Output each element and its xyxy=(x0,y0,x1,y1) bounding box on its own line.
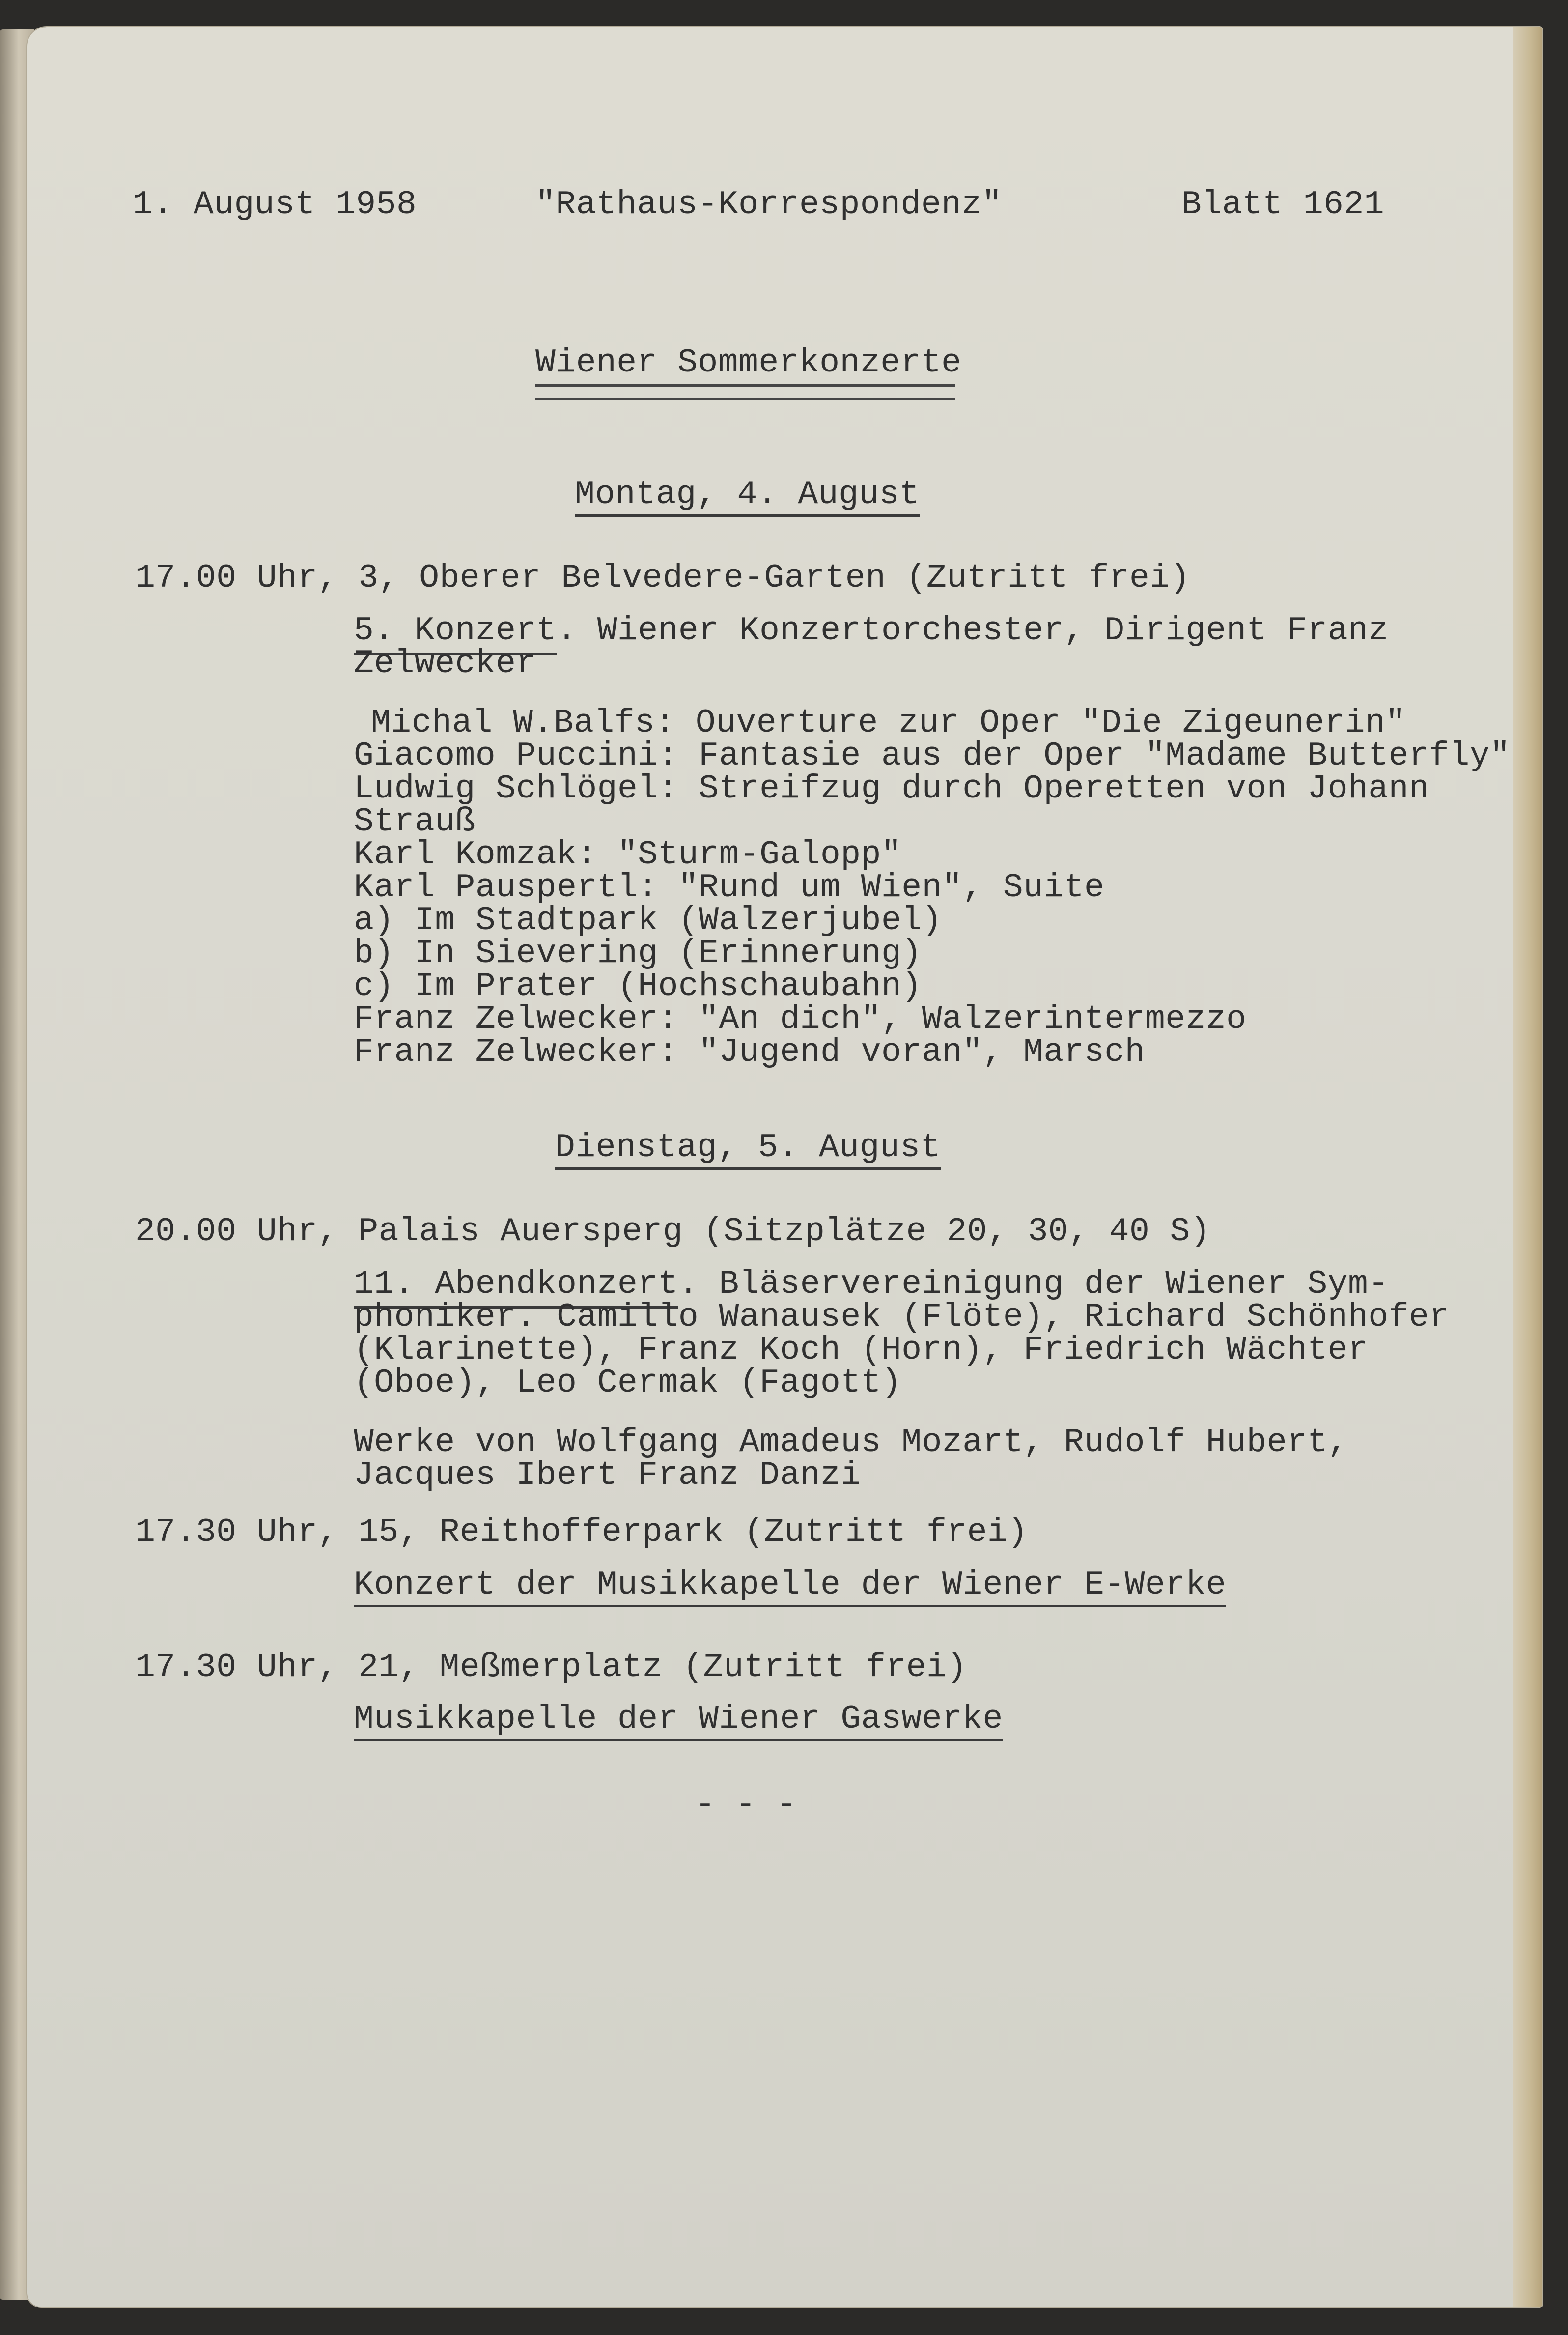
end-mark: - - - xyxy=(695,1786,797,1824)
concert-description-line: (Oboe), Leo Cermak (Fagott) xyxy=(354,1364,902,1402)
page-title: Wiener Sommerkonzerte xyxy=(535,344,962,382)
program-item: Strauß xyxy=(354,803,476,841)
program-item: Franz Zelwecker: "An dich", Walzerintermezzo xyxy=(354,1000,1247,1038)
concert-description-line: Zelwecker xyxy=(354,645,536,683)
header-date: 1. August 1958 xyxy=(133,186,417,224)
concert-description-rest: . Bläservereinigung der Wiener Sym- xyxy=(678,1265,1389,1303)
typewritten-page xyxy=(27,27,1542,2307)
concert-description-line: (Klarinette), Franz Koch (Horn), Friedrich Wächter xyxy=(354,1331,1369,1369)
header-sheet-number: Blatt 1621 xyxy=(1181,186,1385,224)
program-item: Giacomo Puccini: Fantasie aus der Oper "Madame Butterfly" xyxy=(354,737,1511,775)
title-double-underline xyxy=(535,384,955,400)
program-item: Ludwig Schlögel: Streifzug durch Operetten von Johann xyxy=(354,770,1429,808)
header-publication: "Rathaus-Korrespondenz" xyxy=(535,186,1003,224)
event-time-place: 17.00 Uhr, 3, Oberer Belvedere-Garten (Zutritt frei) xyxy=(135,559,1190,597)
works-line: Werke von Wolfgang Amadeus Mozart, Rudolf Hubert, xyxy=(354,1424,1348,1461)
concert-description-rest: . Wiener Konzertorchester, Dirigent Franz xyxy=(557,612,1389,650)
program-item: a) Im Stadtpark (Walzerjubel) xyxy=(354,902,942,940)
day-heading-monday: Montag, 4. August xyxy=(575,478,920,517)
works-line: Jacques Ibert Franz Danzi xyxy=(354,1456,861,1494)
program-item: Karl Komzak: "Sturm-Galopp" xyxy=(354,836,902,874)
event-time-place: 17.30 Uhr, 21, Meßmerplatz (Zutritt frei) xyxy=(135,1649,967,1686)
ensemble-name: Konzert der Musikkapelle der Wiener E-Werke xyxy=(354,1568,1226,1607)
concert-description-line xyxy=(354,1265,1389,1303)
ensemble-name: Musikkapelle der Wiener Gaswerke xyxy=(354,1703,1003,1741)
event-time-place: 17.30 Uhr, 15, Reithofferpark (Zutritt frei) xyxy=(135,1513,1028,1551)
program-item: b) In Sievering (Erinnerung) xyxy=(354,935,922,972)
concert-description-line: phoniker. Camillo Wanausek (Flöte), Richard Schönhofer xyxy=(354,1298,1450,1336)
concert-description-line xyxy=(354,614,1389,648)
event-time-place: 20.00 Uhr, Palais Auersperg (Sitzplätze 20, 30, 40 S) xyxy=(135,1213,1211,1251)
day-heading-tuesday: Dienstag, 5. August xyxy=(555,1131,941,1170)
program-item: c) Im Prater (Hochschaubahn) xyxy=(354,968,922,1005)
concert-label: 5. Konzert xyxy=(354,612,557,655)
program-item: Michal W.Balfs: Ouverture zur Oper "Die Zigeunerin" xyxy=(371,704,1406,742)
concert-label: 11. Abendkonzert xyxy=(354,1265,678,1309)
page-edge xyxy=(1513,27,1542,2307)
program-item: Karl Pauspertl: "Rund um Wien", Suite xyxy=(354,869,1105,907)
program-item: Franz Zelwecker: "Jugend voran", Marsch xyxy=(354,1033,1145,1071)
